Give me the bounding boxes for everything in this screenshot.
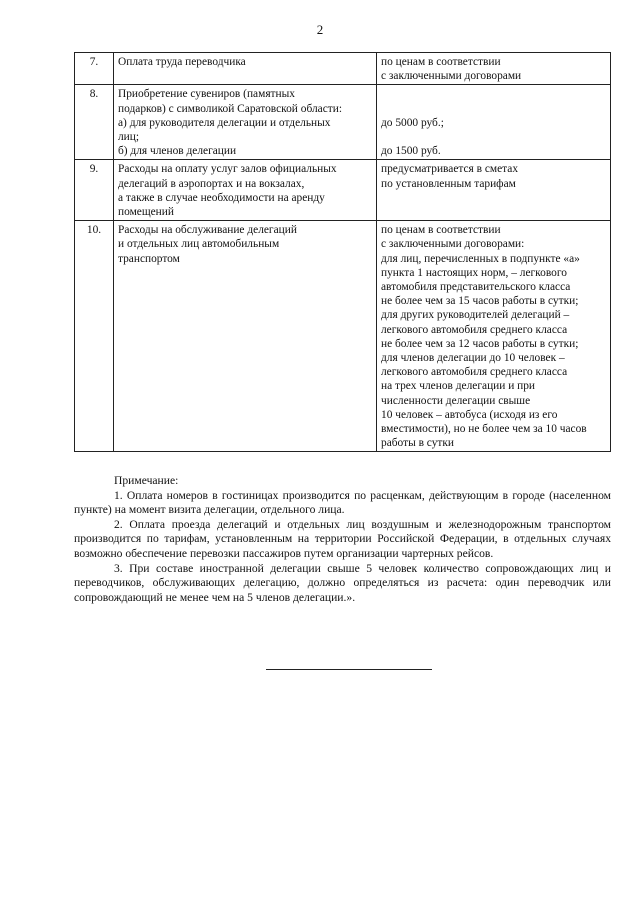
table-row (75, 221, 611, 452)
expense-name-line: а) для руководителя делегации и отдельных (118, 116, 331, 129)
expense-name-line: делегаций в аэропортах и на вокзалах, (118, 177, 305, 190)
notes-section (74, 474, 611, 605)
expense-cost-line: работы в сутки (381, 437, 455, 450)
expense-cost-line: по ценам в соответствии (381, 224, 501, 237)
page-number: 2 (316, 22, 324, 37)
expense-cost-line (381, 87, 606, 101)
table-row (75, 160, 611, 221)
expense-cost-line: не более чем за 12 часов работы в сутки; (381, 337, 579, 350)
row-number: 10. (75, 221, 114, 452)
expense-name-cell (114, 160, 377, 221)
expense-cost-line: до 5000 руб.; (381, 116, 444, 129)
expense-name-line: б) для членов делегации (118, 145, 237, 158)
expense-name-line: и отдельных лиц автомобильным (118, 238, 280, 251)
expense-cost-line: для лиц, перечисленных в подпункте «а» (381, 252, 580, 265)
expense-name-cell (114, 221, 377, 452)
row-number: 7. (75, 53, 114, 85)
expense-cost-line: пункта 1 настоящих норм, – легкового (381, 266, 567, 279)
expense-name-line: Приобретение сувениров (памятных (118, 88, 295, 101)
expense-name-cell (114, 85, 377, 160)
expense-name-line: Расходы на оплату услуг залов официальных (118, 163, 337, 176)
expense-name-line: лиц; (118, 131, 140, 144)
expense-cost-line: легкового автомобиля среднего класса (381, 366, 568, 379)
note-item-3: 3. При составе иностранной делегации свыше 5 человек количество сопровождающих лиц и переводчиков, обслуживающих делегацию, должно определяться из расчета: один переводчик или сопровождающий не менее чем на 5 членов делегации.». (74, 561, 611, 604)
expense-cost-cell (377, 160, 611, 221)
expense-cost-line: до 1500 руб. (381, 145, 441, 158)
expense-cost-cell (377, 221, 611, 452)
expense-name-line: транспортом (118, 252, 180, 265)
expense-cost-line: вместимости), но не более чем за 10 часов (381, 423, 587, 436)
expense-name-cell (114, 53, 377, 85)
expense-norms-table (74, 52, 611, 452)
expense-cost-line: на трех членов делегации и при (381, 380, 536, 393)
expense-name-line: подарков) с символикой Саратовской области: (118, 102, 342, 115)
row-number: 9. (75, 160, 114, 221)
expense-cost-line: автомобиля представительского класса (381, 281, 571, 294)
signature-line (266, 669, 432, 670)
expense-name-line: Оплата труда переводчика (118, 56, 246, 68)
note-item-1: 1. Оплата номеров в гостиницах производится по расценкам, действующим в городе (населенном пункте) на момент визита делегации, отдельного лица. (74, 488, 611, 517)
expense-cost-line: с заключенными договорами: (381, 238, 525, 251)
expense-cost-line (381, 102, 606, 116)
expense-cost-line: 10 человек – автобуса (исходя из его (381, 408, 558, 421)
table-row (75, 53, 611, 85)
expense-cost-line (381, 130, 606, 144)
expense-name-line: а также в случае необходимости на аренду (118, 191, 325, 204)
expense-cost-cell (377, 85, 611, 160)
table-row (75, 85, 611, 160)
expense-cost-cell (377, 53, 611, 85)
row-number: 8. (75, 85, 114, 160)
expense-cost-line: предусматривается в сметах (381, 163, 519, 176)
expense-cost-line: численности делегации свыше (381, 394, 531, 407)
expense-cost-line: не более чем за 15 часов работы в сутки; (381, 295, 579, 308)
expense-cost-line: для членов делегации до 10 человек – (381, 352, 565, 365)
expense-cost-line: по установленным тарифам (381, 177, 516, 190)
expense-name-line: Расходы на обслуживание делегаций (118, 224, 297, 237)
note-item-2: 2. Оплата проезда делегаций и отдельных лиц воздушным и железнодорожным транспортом производится по тарифам, установленным на территории Российской Федерации, в отдельных случаях возможно обеспечение перевозки пассажиров путем организации чартерных рейсов. (74, 517, 611, 560)
expense-cost-line: по ценам в соответствии (381, 56, 501, 68)
notes-title: Примечание: (114, 474, 179, 487)
expense-cost-line: с заключенными договорами (381, 70, 522, 83)
expense-name-line: помещений (118, 206, 174, 219)
expense-cost-line: для других руководителей делегаций – (381, 309, 570, 322)
expense-cost-line: легкового автомобиля среднего класса (381, 323, 568, 336)
